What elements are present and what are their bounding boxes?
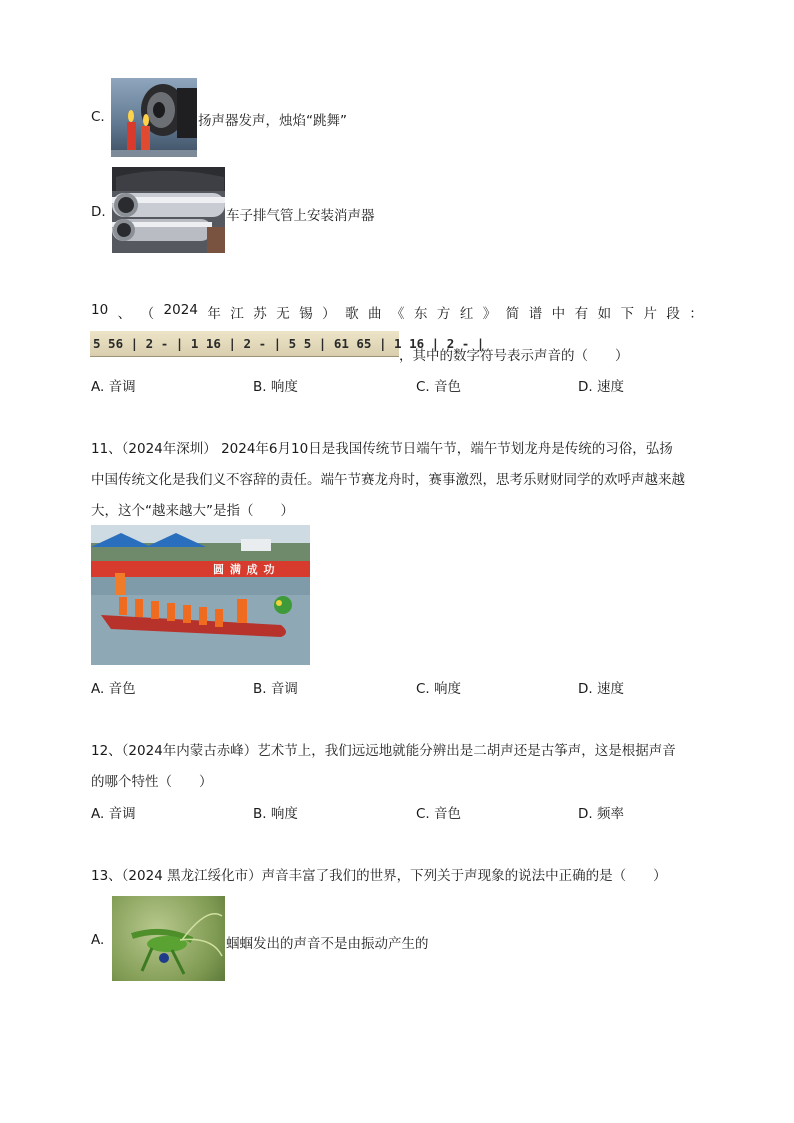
q10-stem-char: 红 [459, 306, 474, 322]
q10-stem-char: 有 [574, 306, 589, 322]
option-c-letter: C. [91, 109, 105, 125]
q10-stem-char: 如 [597, 306, 612, 322]
q10-option-c[interactable]: C. 音色 [416, 379, 462, 395]
q10-stem-char: 无 [276, 306, 290, 322]
katydid-image [112, 896, 225, 981]
q10-stem-char: 《 [390, 306, 405, 322]
q12-option-a[interactable]: A. 音调 [91, 806, 136, 822]
dragon-boat-image [91, 525, 310, 665]
option-d-text: 车子排气管上安装消声器 [226, 208, 375, 224]
music-notation-strip: 5 56 | 2 - | 1 16 | 2 - | 5 5 | 61 65 | 1 16 | 2 - | [90, 331, 399, 357]
q10-stem-char: ） [322, 306, 336, 322]
q10-stem-char: 方 [436, 306, 451, 322]
option-c-text: 扬声器发声，烛焰“跳舞” [198, 113, 347, 129]
q10-stem-char: 曲 [368, 306, 382, 322]
q13-stem: 13、（2024 黑龙江绥化市）声音丰富了我们的世界，下列关于声现象的说法中正确的是（ ） [91, 868, 667, 884]
q10-stem-char: ： [689, 306, 703, 322]
q10-option-a[interactable]: A. 音调 [91, 379, 136, 395]
q10-stem-char: 简 [505, 306, 520, 322]
q12-option-b[interactable]: B. 响度 [253, 806, 298, 822]
q10-stem-line1 [91, 302, 703, 322]
q10-stem-char: 2024 [163, 302, 198, 318]
q10-option-b[interactable]: B. 响度 [253, 379, 298, 395]
q10-stem-char: 锡 [299, 306, 313, 322]
q11-option-b[interactable]: B. 音调 [253, 681, 298, 697]
q11-option-c[interactable]: C. 响度 [416, 681, 462, 697]
q10-stem-char: （ [140, 306, 155, 322]
q10-stem-char: 10 [91, 302, 109, 318]
q10-stem-char: 片 [643, 306, 657, 322]
q11-stem-line1: 11、（2024年深圳） 2024年6月10日是我国传统节日端午节，端午节划龙舟是传统的习俗，弘扬 [91, 441, 673, 457]
exhaust-pipe-image [112, 167, 225, 253]
q13-option-a-letter: A. [91, 932, 105, 948]
q11-option-a[interactable]: A. 音色 [91, 681, 136, 697]
q10-option-d[interactable]: D. 速度 [578, 379, 624, 395]
q13-option-a-text: 蝈蝈发出的声音不是由振动产生的 [226, 936, 429, 952]
q11-option-d[interactable]: D. 速度 [578, 681, 624, 697]
option-d-letter: D. [91, 204, 106, 220]
q10-stem-char: 江 [230, 306, 244, 322]
q12-option-d[interactable]: D. 频率 [578, 806, 624, 822]
q10-stem-char: 东 [413, 306, 428, 322]
speaker-candle-image [111, 78, 197, 157]
q10-stem-char: 歌 [345, 306, 359, 322]
q10-stem-char: 苏 [253, 306, 267, 322]
q12-stem-line2: 的哪个特性（ ） [91, 774, 213, 790]
q10-stem-char: 谱 [528, 306, 543, 322]
q10-stem-char: 、 [117, 306, 132, 322]
q12-stem-line1: 12、（2024年内蒙古赤峰）艺术节上，我们远远地就能分辨出是二胡声还是古筝声，这是根据声音 [91, 743, 676, 759]
q10-stem-char: 》 [482, 306, 497, 322]
q10-stem-char: 中 [551, 306, 566, 322]
q12-option-c[interactable]: C. 音色 [416, 806, 462, 822]
q11-stem-line3: 大，这个“越来越大”是指（ ） [91, 503, 294, 519]
q10-stem-char: 年 [207, 306, 221, 322]
q10-stem-char: 下 [620, 306, 635, 322]
q11-stem-line2: 中国传统文化是我们义不容辞的责任。端午节赛龙舟时，赛事激烈，思考乐财财同学的欢呼声越来越 [91, 472, 685, 488]
q10-stem-char: 段 [666, 306, 680, 322]
banner-text: 圆 满 成 功 [213, 563, 276, 576]
q10-stem-suffix: ，其中的数字符号表示声音的（ ） [399, 348, 629, 364]
